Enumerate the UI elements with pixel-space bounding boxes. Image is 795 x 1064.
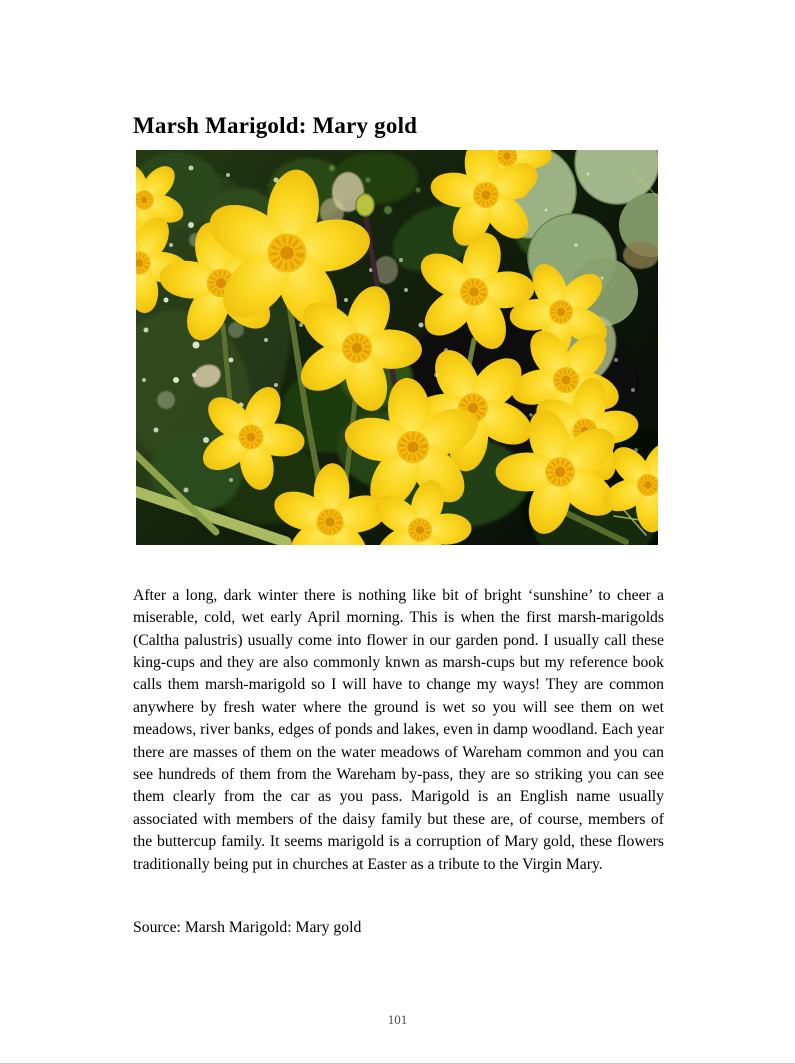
page-title: Marsh Marigold: Mary gold xyxy=(133,113,418,139)
page-number: 101 xyxy=(387,1012,408,1027)
source-line: Source: Marsh Marigold: Mary gold xyxy=(133,918,362,936)
marsh-marigold-photo xyxy=(136,150,658,545)
flower-photo-illustration xyxy=(136,150,658,545)
body-paragraph: After a long, dark winter there is nothing like bit of bright ‘sunshine’ to cheer a miserable, cold, wet early April morning. This is when the first marsh-marigolds (Caltha palustris) usually come into flower in our garden pond. I usually call these king-cups and they are also commonly knwn as marsh-cups but my reference book calls them marsh-marigold so I will have to change my ways! They are common anywhere by fresh water where the ground is wet so you will see them on wet meadows, river banks, edges of ponds and lakes, even in damp woodland. Each year there are masses of them on the water meadows of Wareham common and you can see hundreds of them from the Wareham by-pass, they are so striking you can see them clearly from the car as you pass. Marigold is an English name usually associated with members of the daisy family but these are, of course, members of the buttercup family. It seems marigold is a corruption of Mary gold, these flowers traditionally being put in churches at Easter as a tribute to the Virgin Mary. xyxy=(133,586,664,873)
